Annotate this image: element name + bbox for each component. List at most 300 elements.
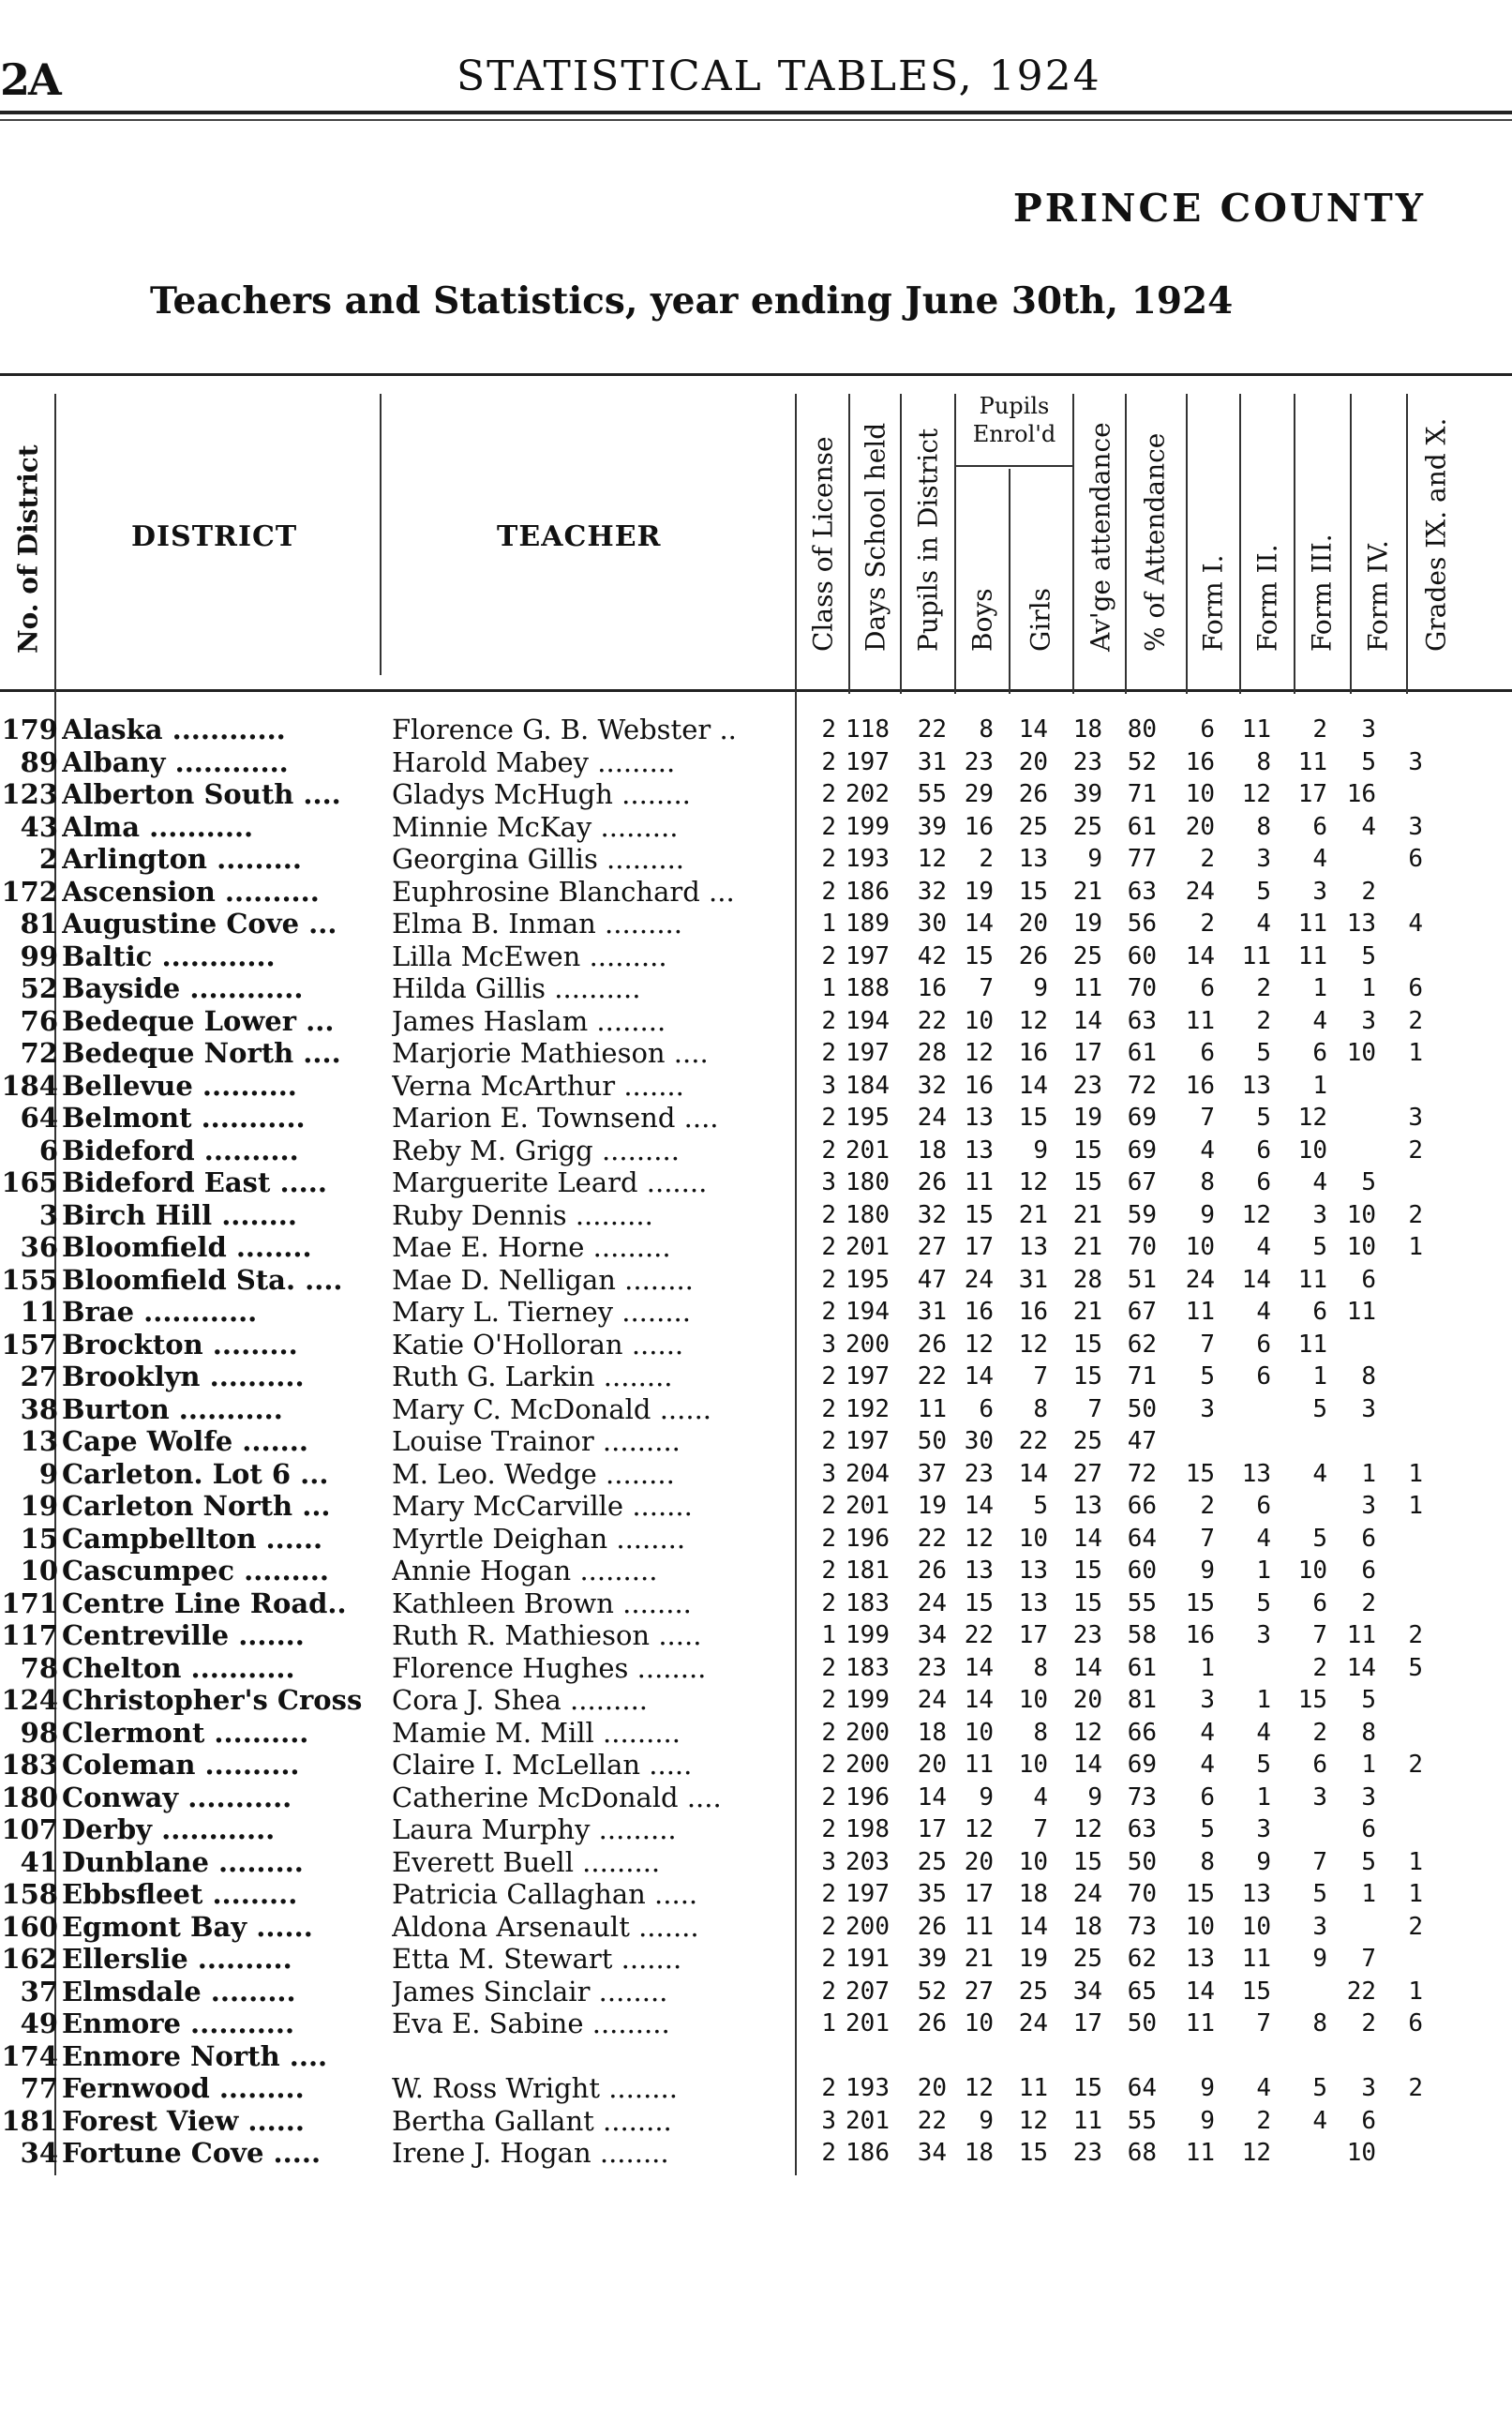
table-row — [0, 2007, 1512, 2040]
cell-f2: 13 — [1241, 1459, 1271, 1488]
cell-boys: 10 — [964, 2009, 994, 2038]
cell-f1: 2 — [1200, 845, 1215, 873]
cell-f2: 4 — [1256, 1718, 1271, 1747]
page-number: 2A — [0, 54, 60, 105]
cell-district: Centreville ....... — [62, 1619, 305, 1651]
cell-avg: 23 — [1072, 2139, 1102, 2167]
table-row — [0, 1425, 1512, 1458]
table-row — [0, 1231, 1512, 1264]
cell-no: 165 — [1, 1166, 58, 1198]
county-title: PRINCE COUNTY — [1012, 186, 1426, 231]
cell-f4: 2 — [1361, 1588, 1376, 1617]
cell-teacher: Cora J. Shea ......... — [392, 1684, 649, 1716]
cell-boys: 14 — [964, 1492, 994, 1520]
cell-license: 2 — [821, 1945, 836, 1973]
cell-no: 19 — [20, 1490, 58, 1522]
cell-f2: 10 — [1241, 1912, 1271, 1941]
cell-pct: 61 — [1127, 812, 1157, 841]
cell-avg: 9 — [1087, 845, 1102, 873]
cell-f1: 5 — [1200, 1815, 1215, 1843]
cell-district: Bedeque Lower ... — [62, 1004, 335, 1037]
table-row — [0, 1878, 1512, 1911]
cell-pupils: 37 — [917, 1459, 947, 1488]
cell-boys: 12 — [964, 1039, 994, 1067]
table-row — [0, 1619, 1512, 1652]
cell-avg: 15 — [1072, 2074, 1102, 2102]
cell-days: 180 — [846, 1168, 890, 1196]
cell-district: Belmont ........... — [62, 1102, 306, 1134]
cell-avg: 23 — [1072, 1621, 1102, 1649]
cell-no: 155 — [1, 1263, 58, 1296]
header-girls: Girls — [1025, 587, 1056, 652]
cell-boys: 8 — [979, 715, 994, 744]
cell-no: 81 — [20, 908, 58, 940]
cell-f1: 16 — [1185, 747, 1215, 776]
cell-g9: 2 — [1408, 1621, 1423, 1649]
cell-days: 204 — [846, 1459, 890, 1488]
cell-district: Carleton North ... — [62, 1490, 331, 1522]
header-grades-9-10: Grades IX. and X. — [1420, 417, 1452, 652]
cell-pupils: 24 — [917, 1104, 947, 1132]
cell-f1: 7 — [1200, 1104, 1215, 1132]
cell-f1: 6 — [1200, 974, 1215, 1002]
cell-girls: 8 — [1033, 1718, 1048, 1747]
cell-pupils: 22 — [917, 1362, 947, 1391]
header-form4: Form IV. — [1362, 540, 1394, 652]
cell-days: 199 — [846, 1686, 890, 1714]
cell-no: 34 — [20, 2137, 58, 2169]
cell-f1: 3 — [1200, 1394, 1215, 1423]
cell-boys: 11 — [964, 1751, 994, 1779]
table-row — [0, 2137, 1512, 2170]
cell-days: 199 — [846, 1621, 890, 1649]
cell-pct: 55 — [1127, 2106, 1157, 2135]
cell-f4: 8 — [1361, 1718, 1376, 1747]
header-district: DISTRICT — [131, 520, 298, 553]
cell-license: 2 — [821, 1977, 836, 2006]
cell-f1: 9 — [1200, 2106, 1215, 2135]
cell-g9: 2 — [1408, 1135, 1423, 1165]
cell-pct: 69 — [1127, 1751, 1157, 1779]
cell-avg: 12 — [1072, 1718, 1102, 1747]
cell-f2: 8 — [1256, 812, 1271, 841]
cell-no: 98 — [20, 1716, 58, 1749]
cell-f4: 6 — [1361, 1815, 1376, 1843]
cell-district: Elmsdale ......... — [62, 1975, 296, 2007]
cell-days: 200 — [846, 1330, 890, 1359]
cell-f2: 6 — [1256, 1330, 1271, 1359]
cell-boys: 2 — [979, 845, 994, 873]
cell-girls: 20 — [1018, 747, 1048, 776]
cell-boys: 19 — [964, 877, 994, 906]
cell-pct: 63 — [1127, 877, 1157, 906]
cell-f1: 6 — [1200, 1782, 1215, 1812]
cell-pupils: 39 — [917, 812, 947, 841]
cell-days: 188 — [846, 974, 890, 1002]
table-row — [0, 1684, 1512, 1717]
cell-pupils: 19 — [917, 1492, 947, 1520]
cell-no: 174 — [1, 2039, 58, 2072]
cell-f4: 6 — [1361, 1524, 1376, 1553]
cell-teacher: Minnie McKay ......... — [392, 810, 679, 843]
cell-girls: 13 — [1018, 1556, 1048, 1585]
cell-g9: 6 — [1408, 974, 1423, 1002]
cell-boys: 12 — [964, 2074, 994, 2102]
cell-g9: 1 — [1408, 1459, 1423, 1488]
cell-girls: 12 — [1018, 1006, 1048, 1035]
cell-district: Bloomfield Sta. .... — [62, 1263, 343, 1296]
cell-g9: 1 — [1408, 1233, 1423, 1261]
cell-pct: 61 — [1127, 1039, 1157, 1067]
cell-avg: 13 — [1072, 1492, 1102, 1520]
cell-f1: 6 — [1200, 715, 1215, 744]
cell-avg: 21 — [1072, 1200, 1102, 1229]
cell-district: Bideford East ..... — [62, 1166, 327, 1198]
cell-girls: 10 — [1018, 1686, 1048, 1714]
cell-f2: 11 — [1241, 715, 1271, 744]
cell-pupils: 20 — [917, 2074, 947, 2102]
cell-f1: 10 — [1185, 1233, 1215, 1261]
cell-avg: 9 — [1087, 1782, 1102, 1812]
cell-g9: 3 — [1408, 747, 1423, 776]
header-rule-thin — [0, 119, 1512, 121]
cell-avg: 14 — [1072, 1653, 1102, 1682]
table-row — [0, 1166, 1512, 1199]
cell-avg: 25 — [1072, 812, 1102, 841]
cell-boys: 16 — [964, 812, 994, 841]
cell-no: 117 — [1, 1619, 58, 1651]
cell-license: 2 — [821, 1718, 836, 1747]
cell-no: 107 — [1, 1813, 58, 1845]
cell-f2: 2 — [1256, 974, 1271, 1002]
cell-f2: 2 — [1256, 1006, 1271, 1035]
cell-teacher: Marguerite Leard ....... — [392, 1166, 708, 1198]
table-row — [0, 1296, 1512, 1329]
cell-teacher: Kathleen Brown ........ — [392, 1586, 692, 1619]
cell-f2: 5 — [1256, 1039, 1271, 1067]
cell-license: 2 — [821, 1135, 836, 1165]
cell-license: 2 — [821, 1880, 836, 1908]
cell-days: 197 — [846, 1362, 890, 1391]
table-row — [0, 811, 1512, 844]
header-pupils: Pupils in District — [912, 428, 944, 652]
cell-f2: 5 — [1256, 877, 1271, 906]
cell-boys: 9 — [979, 2106, 994, 2135]
cell-f4: 6 — [1361, 1556, 1376, 1585]
cell-pct: 67 — [1127, 1298, 1157, 1326]
cell-district: Cascumpec ......... — [62, 1555, 329, 1586]
cell-teacher: M. Leo. Wedge ........ — [392, 1457, 675, 1490]
cell-license: 1 — [821, 974, 836, 1002]
cell-avg: 25 — [1072, 1427, 1102, 1455]
cell-boys: 7 — [979, 974, 994, 1002]
cell-f1: 20 — [1185, 812, 1215, 841]
cell-days: 201 — [846, 1233, 890, 1261]
cell-days: 192 — [846, 1394, 890, 1423]
table-subtitle: Teachers and Statistics, year ending June 30th, 1924 — [150, 279, 1234, 323]
header-form2: Form II. — [1251, 544, 1283, 652]
cell-district: Forest View ...... — [62, 2104, 305, 2137]
cell-f3: 5 — [1312, 1394, 1327, 1423]
cell-district: Brae ............ — [62, 1296, 258, 1328]
cell-no: 52 — [20, 972, 58, 1004]
table-row — [0, 1070, 1512, 1103]
cell-days: 184 — [846, 1071, 890, 1100]
cell-f1: 11 — [1185, 2009, 1215, 2038]
cell-girls: 7 — [1033, 1362, 1048, 1391]
cell-teacher: Gladys McHugh ........ — [392, 778, 691, 810]
cell-boys: 30 — [964, 1427, 994, 1455]
cell-district: Bedeque North .... — [62, 1037, 341, 1069]
table-row — [0, 1555, 1512, 1587]
cell-f1: 8 — [1200, 1847, 1215, 1876]
cell-boys: 17 — [964, 1880, 994, 1908]
cell-avg: 15 — [1072, 1135, 1102, 1165]
table-row — [0, 1264, 1512, 1297]
cell-f3: 4 — [1312, 2106, 1327, 2135]
header-no: No. of District — [12, 444, 44, 654]
cell-avg: 19 — [1072, 1104, 1102, 1132]
cell-district: Burton ........... — [62, 1392, 283, 1425]
cell-license: 3 — [821, 2106, 836, 2135]
cell-f4: 1 — [1361, 974, 1376, 1002]
cell-boys: 15 — [964, 1200, 994, 1229]
cell-days: 200 — [846, 1912, 890, 1941]
cell-no: 183 — [1, 1749, 58, 1781]
cell-license: 2 — [821, 1492, 836, 1520]
cell-pct: 51 — [1127, 1265, 1157, 1294]
cell-f3: 6 — [1312, 1298, 1327, 1326]
cell-f3: 2 — [1312, 1718, 1327, 1747]
cell-f1: 14 — [1185, 941, 1215, 970]
cell-days: 201 — [846, 2009, 890, 2038]
cell-f2: 11 — [1241, 941, 1271, 970]
cell-avg: 20 — [1072, 1686, 1102, 1714]
cell-pct: 69 — [1127, 1104, 1157, 1132]
cell-girls: 19 — [1018, 1945, 1048, 1973]
cell-girls: 16 — [1018, 1298, 1048, 1326]
cell-girls: 5 — [1033, 1492, 1048, 1520]
cell-boys: 12 — [964, 1524, 994, 1553]
cell-no: 72 — [20, 1037, 58, 1069]
cell-no: 157 — [1, 1328, 58, 1361]
cell-g9: 2 — [1408, 1912, 1423, 1941]
table-row — [0, 1329, 1512, 1361]
cell-teacher: Mary McCarville ....... — [392, 1490, 693, 1522]
cell-f3: 4 — [1312, 1168, 1327, 1196]
cell-district: Baltic ............ — [62, 940, 276, 972]
cell-f4: 7 — [1361, 1945, 1376, 1973]
cell-f4: 2 — [1361, 877, 1376, 906]
cell-boys: 27 — [964, 1977, 994, 2006]
cell-teacher: James Sinclair ........ — [392, 1975, 668, 2007]
cell-teacher: Eva E. Sabine ......... — [392, 2007, 670, 2039]
cell-f1: 7 — [1200, 1330, 1215, 1359]
cell-days: 197 — [846, 1427, 890, 1455]
cell-avg: 23 — [1072, 747, 1102, 776]
cell-f2: 3 — [1256, 845, 1271, 873]
cell-boys: 18 — [964, 2139, 994, 2167]
cell-f4: 1 — [1361, 1459, 1376, 1488]
cell-teacher: Laura Murphy ......... — [392, 1813, 677, 1845]
table-row — [0, 1587, 1512, 1620]
cell-girls: 11 — [1018, 2074, 1048, 2102]
cell-girls: 26 — [1018, 780, 1048, 808]
cell-f1: 24 — [1185, 877, 1215, 906]
cell-no: 6 — [38, 1134, 58, 1166]
cell-girls: 10 — [1018, 1524, 1048, 1553]
cell-g9: 2 — [1408, 1006, 1423, 1035]
cell-f4: 1 — [1361, 1880, 1376, 1908]
table-header-bottom-rule — [0, 689, 1512, 692]
cell-f2: 13 — [1241, 1880, 1271, 1908]
cell-f2: 4 — [1256, 1233, 1271, 1261]
cell-license: 2 — [821, 1524, 836, 1553]
cell-g9: 6 — [1408, 845, 1423, 873]
cell-license: 2 — [821, 1686, 836, 1714]
cell-days: 194 — [846, 1006, 890, 1035]
cell-f4: 3 — [1361, 1782, 1376, 1812]
cell-license: 3 — [821, 1847, 836, 1876]
cell-f1: 2 — [1200, 910, 1215, 938]
cell-license: 2 — [821, 941, 836, 970]
cell-boys: 11 — [964, 1168, 994, 1196]
cell-pupils: 18 — [917, 1718, 947, 1747]
cell-pct: 65 — [1127, 1977, 1157, 2006]
table-row — [0, 1135, 1512, 1167]
cell-f4: 10 — [1346, 1200, 1376, 1229]
cell-avg: 19 — [1072, 910, 1102, 938]
cell-license: 3 — [821, 1168, 836, 1196]
cell-no: 3 — [38, 1198, 58, 1231]
cell-f3: 11 — [1297, 910, 1327, 938]
cell-no: 172 — [1, 875, 58, 908]
cell-f1: 10 — [1185, 780, 1215, 808]
cell-girls: 14 — [1018, 1071, 1048, 1100]
table-row — [0, 1911, 1512, 1944]
cell-f4: 11 — [1346, 1298, 1376, 1326]
cell-pupils: 47 — [917, 1265, 947, 1294]
cell-f1: 4 — [1200, 1751, 1215, 1779]
cell-f4: 6 — [1361, 1265, 1376, 1294]
cell-girls: 24 — [1018, 2009, 1048, 2038]
cell-f4: 5 — [1361, 1686, 1376, 1714]
cell-days: 180 — [846, 1200, 890, 1229]
cell-pct: 70 — [1127, 974, 1157, 1002]
cell-teacher: Mary L. Tierney ........ — [392, 1296, 691, 1328]
cell-f2: 14 — [1241, 1265, 1271, 1294]
cell-f2: 11 — [1241, 1945, 1271, 1973]
cell-boys: 23 — [964, 1459, 994, 1488]
table-row — [0, 1393, 1512, 1426]
cell-boys: 20 — [964, 1847, 994, 1876]
cell-avg: 15 — [1072, 1168, 1102, 1196]
cell-f1: 3 — [1200, 1686, 1215, 1714]
cell-license: 2 — [821, 877, 836, 906]
cell-avg: 18 — [1072, 715, 1102, 744]
cell-boys: 9 — [979, 1782, 994, 1812]
header-avg: Av'ge attendance — [1085, 422, 1116, 652]
cell-f2: 6 — [1256, 1135, 1271, 1165]
cell-days: 201 — [846, 2106, 890, 2135]
cell-f4: 4 — [1361, 812, 1376, 841]
cell-f3: 2 — [1312, 1653, 1327, 1682]
cell-license: 2 — [821, 1912, 836, 1941]
cell-avg: 27 — [1072, 1459, 1102, 1488]
cell-girls: 15 — [1018, 1104, 1048, 1132]
cell-f1: 8 — [1200, 1168, 1215, 1196]
cell-f3: 9 — [1312, 1945, 1327, 1973]
table-row — [0, 1749, 1512, 1782]
cell-no: 27 — [20, 1361, 58, 1392]
cell-f2: 1 — [1256, 1686, 1271, 1714]
cell-teacher: Katie O'Holloran ...... — [392, 1328, 684, 1361]
cell-license: 2 — [821, 1588, 836, 1617]
cell-girls: 13 — [1018, 1233, 1048, 1261]
header-rule — [0, 111, 1512, 114]
column-divider — [1406, 394, 1408, 694]
cell-district: Clermont .......... — [62, 1716, 309, 1749]
table-row — [0, 1523, 1512, 1556]
cell-avg: 18 — [1072, 1912, 1102, 1941]
cell-girls: 12 — [1018, 1168, 1048, 1196]
running-title: STATISTICAL TABLES, 1924 — [457, 53, 1101, 100]
cell-no: 89 — [20, 745, 58, 778]
table-row — [0, 2072, 1512, 2105]
cell-f2: 8 — [1256, 747, 1271, 776]
cell-no: 77 — [20, 2072, 58, 2104]
cell-girls: 18 — [1018, 1880, 1048, 1908]
cell-f4: 11 — [1346, 1621, 1376, 1649]
cell-district: Derby ............ — [62, 1813, 276, 1845]
cell-pupils: 32 — [917, 1200, 947, 1229]
cell-g9: 3 — [1408, 812, 1423, 841]
cell-avg: 24 — [1072, 1880, 1102, 1908]
cell-days: 201 — [846, 1135, 890, 1165]
cell-girls: 22 — [1018, 1427, 1048, 1455]
cell-days: 196 — [846, 1782, 890, 1812]
cell-f3: 4 — [1312, 1006, 1327, 1035]
cell-f2: 9 — [1256, 1847, 1271, 1876]
cell-f3: 10 — [1297, 1556, 1327, 1585]
cell-f1: 11 — [1185, 2139, 1215, 2167]
cell-avg: 11 — [1072, 2106, 1102, 2135]
cell-teacher: Everett Buell ......... — [392, 1845, 661, 1878]
cell-license: 2 — [821, 1427, 836, 1455]
table-row — [0, 940, 1512, 973]
cell-f4: 16 — [1346, 780, 1376, 808]
cell-district: Campbellton ...... — [62, 1522, 323, 1555]
table-row — [0, 1458, 1512, 1491]
cell-no: 76 — [20, 1004, 58, 1037]
cell-f4: 14 — [1346, 1653, 1376, 1682]
cell-f4: 10 — [1346, 1039, 1376, 1067]
cell-days: 202 — [846, 780, 890, 808]
cell-teacher: Marjorie Mathieson .... — [392, 1037, 709, 1069]
cell-f2: 12 — [1241, 2139, 1271, 2167]
cell-boys: 13 — [964, 1135, 994, 1165]
table-row — [0, 1199, 1512, 1232]
cell-pupils: 42 — [917, 941, 947, 970]
cell-f2: 4 — [1256, 1298, 1271, 1326]
table-body — [0, 714, 1512, 2170]
cell-days: 118 — [846, 715, 890, 744]
cell-teacher: Myrtle Deighan ........ — [392, 1522, 686, 1555]
table-row — [0, 1005, 1512, 1038]
cell-girls: 7 — [1033, 1815, 1048, 1843]
cell-license: 2 — [821, 715, 836, 744]
cell-boys: 14 — [964, 1362, 994, 1391]
